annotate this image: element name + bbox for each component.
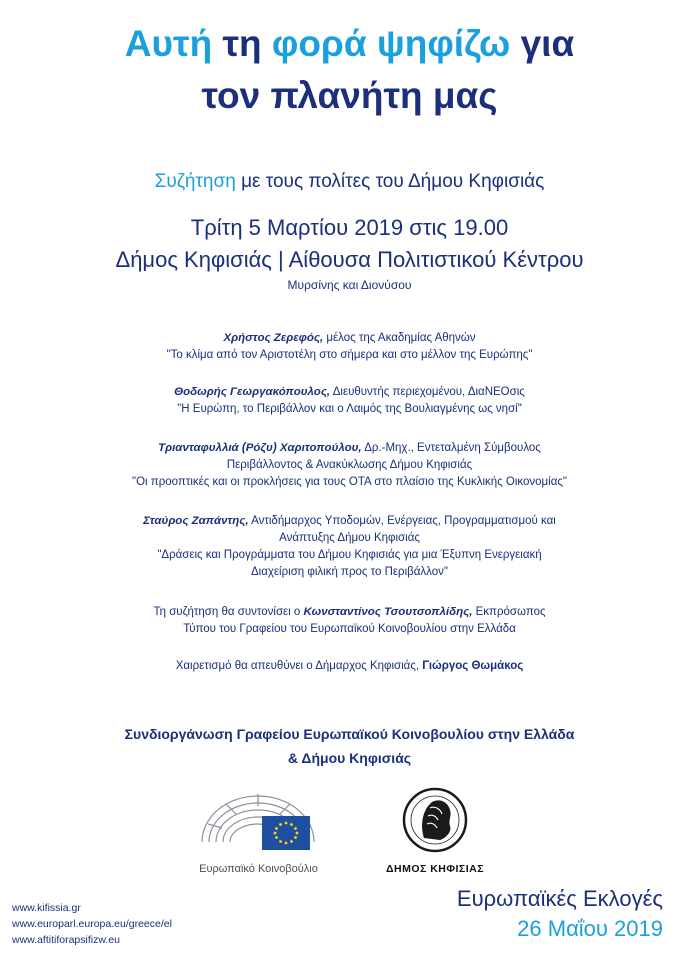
title-line-1 <box>0 22 699 66</box>
event-venue: Δήμος Κηφισιάς | Αίθουσα Πολιτιστικού Κέντρου <box>115 247 584 272</box>
greeting-name: Γιώργος Θωμάκος <box>422 660 524 672</box>
organizers <box>0 722 699 770</box>
speaker-talk-cont: Διαχείριση φιλική προς το Περιβάλλον" <box>251 566 448 578</box>
elections-title: Ευρωπαϊκές Εκλογές <box>456 886 663 911</box>
parliament-hemicycle-icon <box>196 786 321 856</box>
subtitle <box>0 170 699 194</box>
speaker-name: Τριανταφυλλιά (Ρόζυ) Χαριτοπούλου, <box>158 442 362 454</box>
speaker-role-cont: Ανάπτυξης Δήμου Κηφισιάς <box>279 532 420 544</box>
speaker-talk: "Το κλίμα από τον Αριστοτέλη στο σήμερα και στο μέλλον της Ευρώπης" <box>166 349 533 361</box>
organizers-line1: Συνδιοργάνωση Γραφείου Ευρωπαϊκού Κοινοβουλίου στην Ελλάδα <box>124 726 575 742</box>
speaker-3 <box>0 440 699 491</box>
subtitle-highlight: Συζήτηση <box>154 171 236 192</box>
speaker-role: Διευθυντής περιεχομένου, ΔιαΝΕΟσις <box>332 386 525 398</box>
title-word-4: ψηφίζω <box>376 23 511 64</box>
speaker-1 <box>0 330 699 364</box>
greeting-prefix: Χαιρετισμό θα απευθύνει ο Δήμαρχος Κηφισιάς, <box>175 660 420 672</box>
speaker-role: Αντιδήμαρχος Υποδομών, Ενέργειας, Προγραμματισμού και <box>251 515 556 527</box>
greeting <box>0 658 699 675</box>
speaker-role-cont: Περιβάλλοντος & Ανακύκλωσης Δήμου Κηφισιάς <box>226 459 473 471</box>
organizers-line2: & Δήμου Κηφισιάς <box>287 750 412 766</box>
title-line-2: τον πλανήτη μας <box>201 75 498 116</box>
moderator <box>0 604 699 638</box>
kifisia-logo-label: ΔΗΜΟΣ ΚΗΦΙΣΙΑΣ <box>385 863 485 875</box>
ep-logo-label: Ευρωπαϊκό Κοινοβούλιο <box>199 863 318 875</box>
kifisia-seal-icon <box>380 786 490 854</box>
speaker-talk: "Δράσεις και Προγράμματα του Δήμου Κηφισιάς για μια Έξυπνη Ενεργειακή <box>157 549 542 561</box>
link-europarl[interactable]: www.europarl.europa.eu/greece/el <box>12 918 172 930</box>
municipality-kifisia-logo <box>380 786 490 875</box>
title-word-3: φορά <box>271 23 367 64</box>
speaker-talk: "Η Ευρώπη, το Περιβάλλον και ο Λαιμός της Βουλιαγμένης ως νησί" <box>177 403 522 415</box>
moderator-name: Κωνσταντίνος Τσουτσοπλίδης, <box>303 606 473 618</box>
moderator-suffix: Εκπρόσωπος <box>475 606 546 618</box>
speaker-role: μέλος της Ακαδημίας Αθηνών <box>326 332 476 344</box>
subtitle-rest: με τους πολίτες του Δήμου Κηφισιάς <box>241 171 545 192</box>
moderator-line2: Τύπου του Γραφείου του Ευρωπαϊκού Κοινοβουλίου στην Ελλάδα <box>183 623 516 635</box>
moderator-prefix: Τη συζήτηση θα συντονίσει ο <box>153 606 301 618</box>
event-date: Τρίτη 5 Μαρτίου 2019 στις 19.00 <box>190 215 509 240</box>
speaker-name: Χρήστος Ζερεφός, <box>223 332 324 344</box>
speaker-name: Σταύρος Ζαπάντης, <box>143 515 249 527</box>
title-word-2: τη <box>222 23 262 64</box>
link-aftitifora[interactable]: www.aftitiforapsifizw.eu <box>12 934 120 946</box>
speaker-2 <box>0 384 699 418</box>
link-kifissia[interactable]: www.kifissia.gr <box>12 902 81 914</box>
elections-date: 26 Μαΐου 2019 <box>517 916 663 941</box>
speaker-talk: "Οι προοπτικές και οι προκλήσεις για τους ΟΤΑ στο πλαίσιο της Κυκλικής Οικονομίας" <box>132 476 567 488</box>
title-word-1: Αυτή <box>124 23 213 64</box>
speaker-role: Δρ.-Μηχ., Εντεταλμένη Σύμβουλος <box>364 442 541 454</box>
title-word-5: για <box>520 23 575 64</box>
speaker-name: Θοδωρής Γεωργακόπουλος, <box>174 386 331 398</box>
venue-address: Μυρσίνης και Διονύσου <box>287 278 412 292</box>
european-parliament-logo <box>196 786 321 875</box>
footer-links <box>12 900 172 948</box>
speaker-4 <box>0 513 699 581</box>
